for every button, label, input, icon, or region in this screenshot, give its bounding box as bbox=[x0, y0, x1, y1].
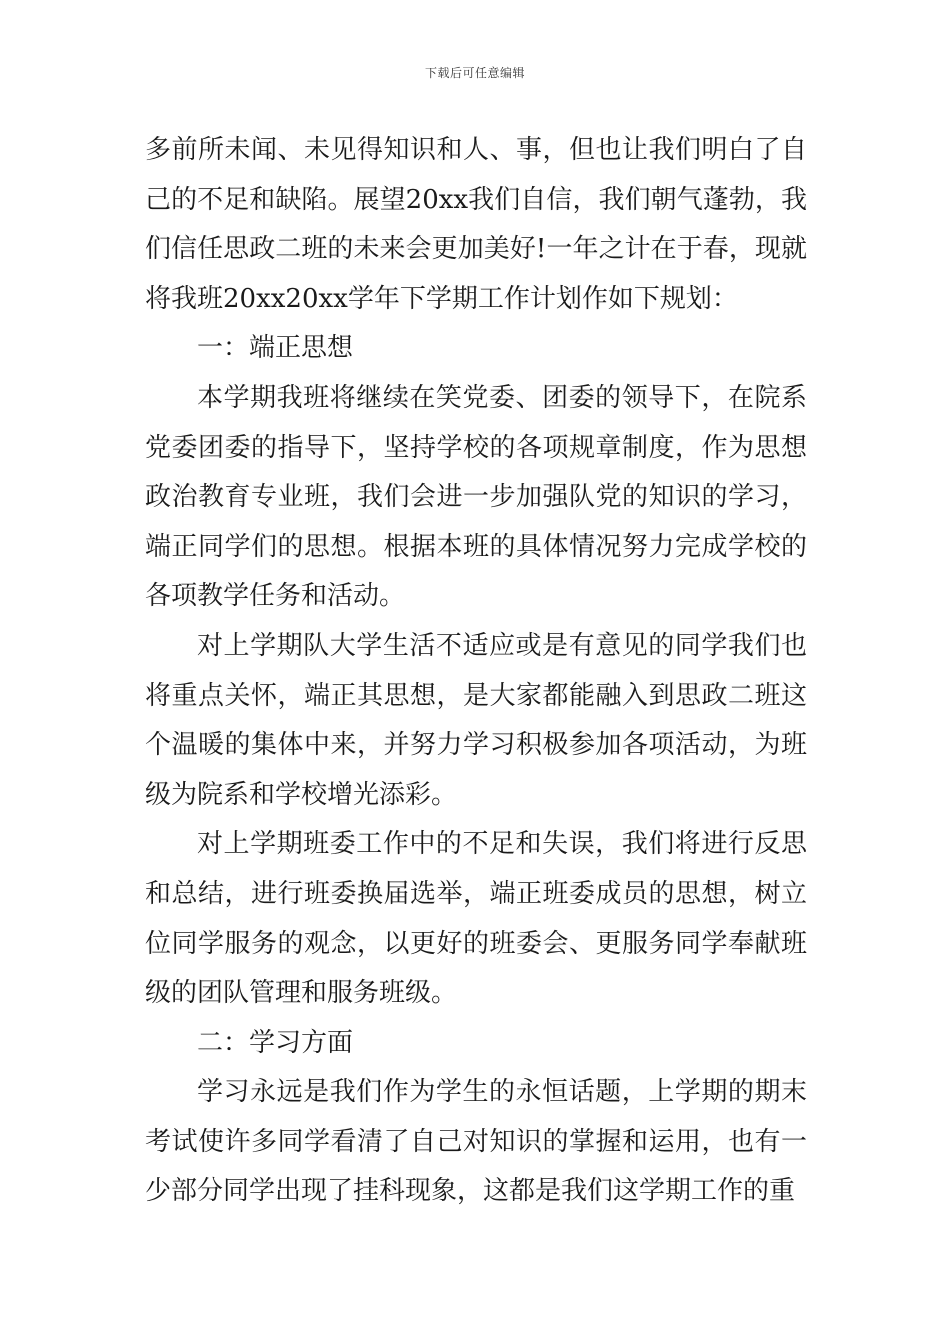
paragraph-section1-a: 本学期我班将继续在笑党委、团委的领导下，在院系党委团委的指导下，坚持学校的各项规章制度，作为思想政治教育专业班，我们会进一步加强队党的知识的学习，端正同学们的思想。根据本班的具体情况努力完成学校的各项教学任务和活动。 bbox=[145, 382, 807, 612]
section-heading-2: 二：学习方面 bbox=[197, 1027, 354, 1058]
paragraph-section1-b: 对上学期队大学生活不适应或是有意见的同学我们也将重点关怀，端正其思想，是大家都能融入到思政二班这个温暖的集体中来，并努力学习积极参加各项活动，为班级为院系和学校增光添彩。 bbox=[145, 630, 807, 810]
document-body bbox=[145, 126, 807, 1217]
page-header: 下载后可任意编辑 bbox=[424, 66, 525, 80]
section-heading-1: 一：端正思想 bbox=[197, 333, 354, 364]
paragraph-section1-c: 对上学期班委工作中的不足和失误，我们将进行反思和总结，进行班委换届选举，端正班委成员的思想，树立位同学服务的观念，以更好的班委会、更服务同学奉献班级的团队管理和服务班级。 bbox=[145, 829, 807, 1009]
paragraph-intro: 多前所未闻、未见得知识和人、事，但也让我们明白了自己的不足和缺陷。展望20xx我们自信，我们朝气蓬勃，我们信任思政二班的未来会更加美好!一年之计在于春，现就将我班20xx20xx学年下学期工作计划作如下规划： bbox=[145, 135, 807, 314]
paragraph-section2-a: 学习永远是我们作为学生的永恒话题，上学期的期末考试使许多同学看清了自己对知识的掌握和运用，也有一少部分同学出现了挂科现象，这都是我们这学期工作的重 bbox=[145, 1077, 807, 1207]
